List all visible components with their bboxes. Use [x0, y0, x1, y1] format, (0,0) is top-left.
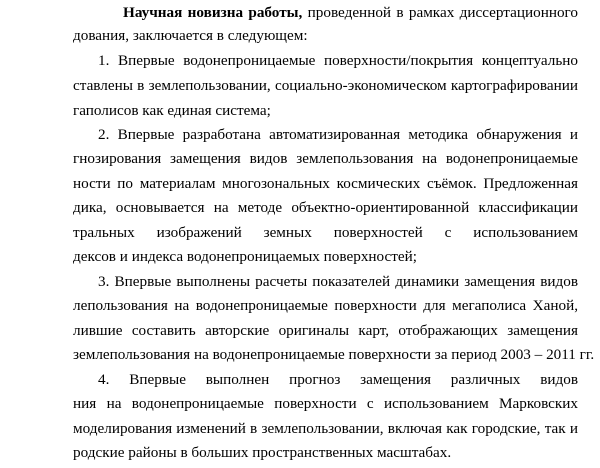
- item-2-line-5: тральных изображений земных поверхностей с использованием: [73, 224, 578, 241]
- item-3-line-1: 3. Впервые выполнены расчеты показателей динамики замещения видов: [98, 273, 578, 290]
- item-2-line-2: гнозирования замещения видов землепользования на водонепроницаемые: [73, 150, 578, 167]
- item-4-line-2: ния на водонепроницаемые поверхности с использованием Марковских: [73, 395, 578, 412]
- item-3-line-3: лившие составить авторские оригиналы карт, отображающих замещения: [73, 322, 578, 339]
- item-3-line-2: лепользования на водонепроницаемые поверхности для мегаполиса Ханой,: [73, 297, 578, 314]
- item-2-line-3: ности по материалам многозональных космических съёмок. Предложенная: [73, 175, 578, 192]
- item-2-line-4: дика, основывается на методе объектно-ориентированной классификации: [73, 199, 578, 216]
- item-1-line-1: 1. Впервые водонепроницаемые поверхности/покрытия концептуально: [98, 52, 578, 69]
- item-4-line-3: моделирования изменений в землепользовании, включая как городские, так и: [73, 420, 578, 437]
- item-1-line-2: ставлены в землепользовании, социально-экономическом картографировании: [73, 77, 578, 94]
- item-4-line-1: 4. Впервые выполнен прогноз замещения различных видов: [98, 371, 578, 388]
- novelty-heading: Научная новизна работы,: [123, 4, 303, 21]
- item-2-line-6: дексов и индекса водонепроницаемых поверхностей;: [73, 248, 417, 265]
- item-4-line-4: родские районы в больших пространственных масштабах.: [73, 444, 452, 461]
- intro-line-2: дования, заключается в следующем:: [73, 27, 308, 44]
- item-2-line-1: 2. Впервые разработана автоматизированная методика обнаружения и: [98, 126, 578, 143]
- intro-line-1-text: проведенной в рамках диссертационного: [307, 4, 578, 21]
- intro-line-1: [123, 3, 578, 23]
- item-3-line-4: землепользования на водонепроницаемые поверхности за период 2003 – 2011 гг.: [73, 346, 595, 363]
- item-1-line-3: гаполисов как единая система;: [73, 102, 271, 119]
